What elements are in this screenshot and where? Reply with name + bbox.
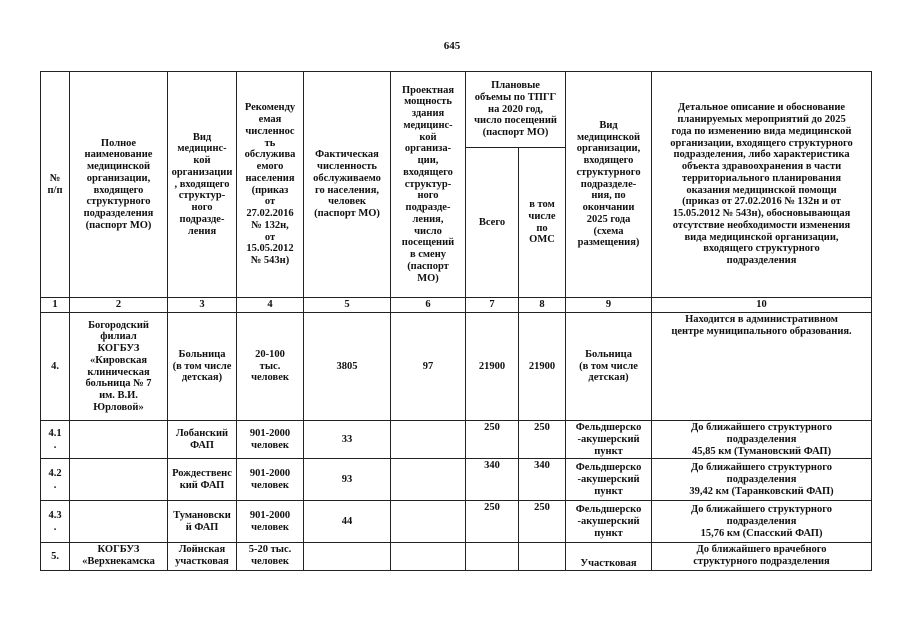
- row-actual: 93: [304, 459, 391, 501]
- row-type-2025: Больница (в том числе детская): [566, 313, 652, 421]
- row-total: [466, 543, 519, 571]
- column-number: 1: [41, 298, 70, 313]
- row-recommended: 5-20 тыс. человек: [237, 543, 304, 571]
- row-actual: 33: [304, 421, 391, 459]
- row-recommended: 901-2000 человек: [237, 459, 304, 501]
- row-capacity: [391, 421, 466, 459]
- row-total: 340: [466, 459, 519, 501]
- header-actual-population: Фактическая численность обслуживаемо го населения, человек (паспорт МО): [304, 72, 391, 298]
- column-number: 7: [466, 298, 519, 313]
- table-row: [41, 543, 872, 571]
- column-number: 4: [237, 298, 304, 313]
- row-name: [70, 459, 168, 501]
- header-oms: в том числе по ОМС: [519, 148, 566, 298]
- row-oms: 250: [519, 421, 566, 459]
- row-actual: [304, 543, 391, 571]
- row-total: 21900: [466, 313, 519, 421]
- row-name: [70, 421, 168, 459]
- row-description: До ближайшего структурного подразделения 45,85 км (Тумановский ФАП): [652, 421, 872, 459]
- column-number: 2: [70, 298, 168, 313]
- table-row: [41, 313, 872, 421]
- row-capacity: 97: [391, 313, 466, 421]
- row-description: До ближайшего врачебного структурного подразделения: [652, 543, 872, 571]
- row-total: 250: [466, 421, 519, 459]
- column-number: 6: [391, 298, 466, 313]
- row-recommended: 901-2000 человек: [237, 421, 304, 459]
- row-type: Лобанский ФАП: [168, 421, 237, 459]
- column-number: 9: [566, 298, 652, 313]
- row-oms: [519, 543, 566, 571]
- row-number: 4.: [41, 313, 70, 421]
- row-capacity: [391, 543, 466, 571]
- column-number: 5: [304, 298, 391, 313]
- table-row: [41, 459, 872, 501]
- row-number: 4.1 .: [41, 421, 70, 459]
- row-name: КОГБУЗ «Верхнекамска: [70, 543, 168, 571]
- row-name: [70, 501, 168, 543]
- header-planned-volumes: Плановые объемы по ТПГГ на 2020 год, число посещений (паспорт МО): [466, 72, 566, 148]
- row-oms: 21900: [519, 313, 566, 421]
- row-actual: 3805: [304, 313, 391, 421]
- row-oms: 340: [519, 459, 566, 501]
- row-type-2025: Участковая: [566, 543, 652, 571]
- row-number: 5.: [41, 543, 70, 571]
- header-number: № п/п: [41, 72, 70, 298]
- column-number: 3: [168, 298, 237, 313]
- row-type: Рождественс кий ФАП: [168, 459, 237, 501]
- column-number: 10: [652, 298, 872, 313]
- row-description: Находится в административном центре муниципального образования.: [652, 313, 872, 421]
- row-type-2025: Фельдшерско -акушерский пункт: [566, 421, 652, 459]
- header-full-name: Полное наименование медицинской организации, входящего структурного подразделения (паспорт МО): [70, 72, 168, 298]
- row-oms: 250: [519, 501, 566, 543]
- row-type: Тумановски й ФАП: [168, 501, 237, 543]
- row-description: До ближайшего структурного подразделения 15,76 км (Спасский ФАП): [652, 501, 872, 543]
- row-total: 250: [466, 501, 519, 543]
- row-type-2025: Фельдшерско -акушерский пункт: [566, 501, 652, 543]
- row-actual: 44: [304, 501, 391, 543]
- column-number: 8: [519, 298, 566, 313]
- header-org-type: Вид медицинс- кой организации , входящего структур- ного подразде- ления: [168, 72, 237, 298]
- row-recommended: 20-100 тыс. человек: [237, 313, 304, 421]
- table-row: [41, 421, 872, 459]
- header-total: Всего: [466, 148, 519, 298]
- header-description: Детальное описание и обоснование планируемых мероприятий до 2025 года по изменению вида медицинской организации, входящего структурного подразделения, либо характеристика объекта здравоохранения в части территориального планирования оказания медицинской помощи (приказ от 27.02.2016 № 132н и от 15.05.2012 № 543н), обосновывающая отсутствие необходимости изменения вида медицинской организации, входящего структурного подразделения: [652, 72, 872, 298]
- row-type: Больница (в том числе детская): [168, 313, 237, 421]
- row-recommended: 901-2000 человек: [237, 501, 304, 543]
- row-type-2025: Фельдшерско -акушерский пункт: [566, 459, 652, 501]
- table-row: [41, 501, 872, 543]
- column-numbers-row: [41, 298, 872, 313]
- medical-organizations-table: [40, 71, 872, 571]
- header-type-2025: Вид медицинской организации, входящего структурного подразделе- ния, по окончании 2025 года (схема размещения): [566, 72, 652, 298]
- row-capacity: [391, 459, 466, 501]
- row-type: Лойнская участковая: [168, 543, 237, 571]
- row-number: 4.2 .: [41, 459, 70, 501]
- row-name: Богородский филиал КОГБУЗ «Кировская клиническая больница № 7 им. В.И. Юрловой»: [70, 313, 168, 421]
- row-capacity: [391, 501, 466, 543]
- header-recommended-population: Рекоменду емая численнос ть обслужива емого населения (приказ от 27.02.2016 № 132н, от 15.05.2012 № 543н): [237, 72, 304, 298]
- header-design-capacity: Проектная мощность здания медицинс- кой организа- ции, входящего структур- ного подразде- ления, число посещений в смену (паспорт МО): [391, 72, 466, 298]
- page-number: 645: [443, 40, 461, 52]
- row-number: 4.3 .: [41, 501, 70, 543]
- row-description: До ближайшего структурного подразделения 39,42 км (Таранковский ФАП): [652, 459, 872, 501]
